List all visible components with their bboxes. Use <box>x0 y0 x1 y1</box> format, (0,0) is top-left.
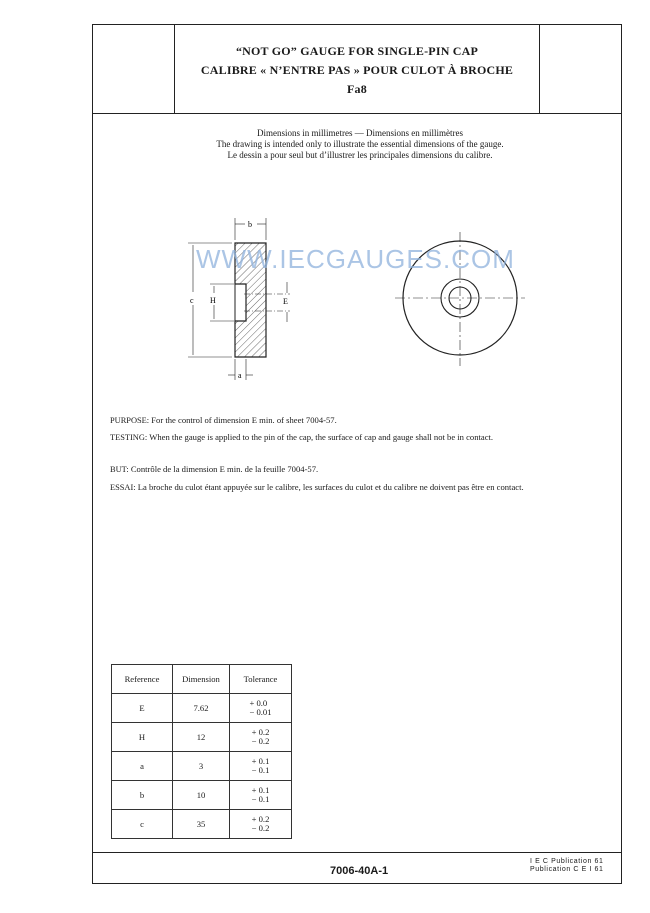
table-row <box>112 723 292 752</box>
tol-minus: − 0.1 <box>251 765 270 775</box>
tol-plus: + 0.1 <box>251 785 270 795</box>
label-c: c <box>190 296 194 305</box>
cell-dim: 3 <box>173 752 230 781</box>
label-a: a <box>238 371 242 380</box>
label-H: H <box>210 296 216 305</box>
cell-ref: b <box>112 781 173 810</box>
cell-dim: 12 <box>173 723 230 752</box>
cell-tol <box>230 781 292 810</box>
label-E: E <box>283 297 288 306</box>
tol-plus: + 0.0 <box>249 698 268 708</box>
cell-ref: c <box>112 810 173 839</box>
table-row <box>112 752 292 781</box>
intro-note-fr: Le dessin a pour seul but d’illustrer les principales dimensions du calibre. <box>227 150 493 160</box>
cell-dim: 10 <box>173 781 230 810</box>
cell-ref: E <box>112 694 173 723</box>
tol-plus: + 0.1 <box>251 756 270 766</box>
testing-label: TESTING: <box>110 433 148 442</box>
watermark: WWW.IECGAUGES.COM <box>196 244 515 274</box>
essai-label: ESSAI: <box>110 483 136 492</box>
tol-minus: − 0.2 <box>251 823 270 833</box>
cell-tol <box>230 752 292 781</box>
cell-dim: 35 <box>173 810 230 839</box>
title-french: CALIBRE « N’ENTRE PAS » POUR CULOT À BROCHE <box>200 63 514 77</box>
testing-paragraph <box>110 432 610 442</box>
footer-pub-fr: Publication C E I 61 <box>530 866 604 873</box>
dimension-table <box>111 664 292 839</box>
purpose-paragraph <box>110 415 610 425</box>
dimension-b <box>235 218 266 240</box>
essai-paragraph <box>110 482 610 492</box>
testing-text: When the gauge is applied to the pin of the cap, the surface of cap and gauge shall not be in contact. <box>149 432 494 442</box>
table-header-row <box>112 665 292 694</box>
cell-tol <box>230 810 292 839</box>
label-b: b <box>248 220 252 229</box>
table-row <box>112 810 292 839</box>
dimension-E <box>283 282 288 322</box>
cell-tol <box>230 694 292 723</box>
title-english: “NOT GO” GAUGE FOR SINGLE-PIN CAP <box>235 44 479 58</box>
intro-units: Dimensions in millimetres — Dimensions en millimètres <box>257 128 463 138</box>
but-label: BUT: <box>110 465 129 474</box>
but-paragraph <box>110 464 610 474</box>
sheet-code: Fa8 <box>347 82 367 96</box>
table-row <box>112 694 292 723</box>
cell-dim: 7.62 <box>173 694 230 723</box>
footer-sheet-number: 7006-40A-1 <box>330 865 389 877</box>
but-text: Contrôle de la dimension E min. de la feuille 7004-57. <box>130 464 319 474</box>
dimension-a <box>228 359 253 380</box>
purpose-label: PURPOSE: <box>110 416 150 425</box>
tol-plus: + 0.2 <box>251 727 270 737</box>
header-tolerance: Tolerance <box>230 665 292 694</box>
essai-text: La broche du culot étant appuyée sur le calibre, les surfaces du culot et du calibre ne doivent pas être en contact. <box>137 482 524 492</box>
footer-publication <box>530 858 603 874</box>
intro-note-en: The drawing is intended only to illustrate the essential dimensions of the gauge. <box>216 139 504 149</box>
tol-plus: + 0.2 <box>251 814 270 824</box>
header-dimension: Dimension <box>173 665 230 694</box>
tol-minus: − 0.1 <box>251 794 270 804</box>
cell-ref: H <box>112 723 173 752</box>
tol-minus: − 0.01 <box>249 707 272 717</box>
cell-tol <box>230 723 292 752</box>
footer-pub-en: I E C Publication 61 <box>530 858 604 865</box>
header-reference: Reference <box>112 665 173 694</box>
table-row <box>112 781 292 810</box>
purpose-text: For the control of dimension E min. of sheet 7004-57. <box>151 415 337 425</box>
dimension-H <box>210 284 234 321</box>
tol-minus: − 0.2 <box>251 736 270 746</box>
cell-ref: a <box>112 752 173 781</box>
